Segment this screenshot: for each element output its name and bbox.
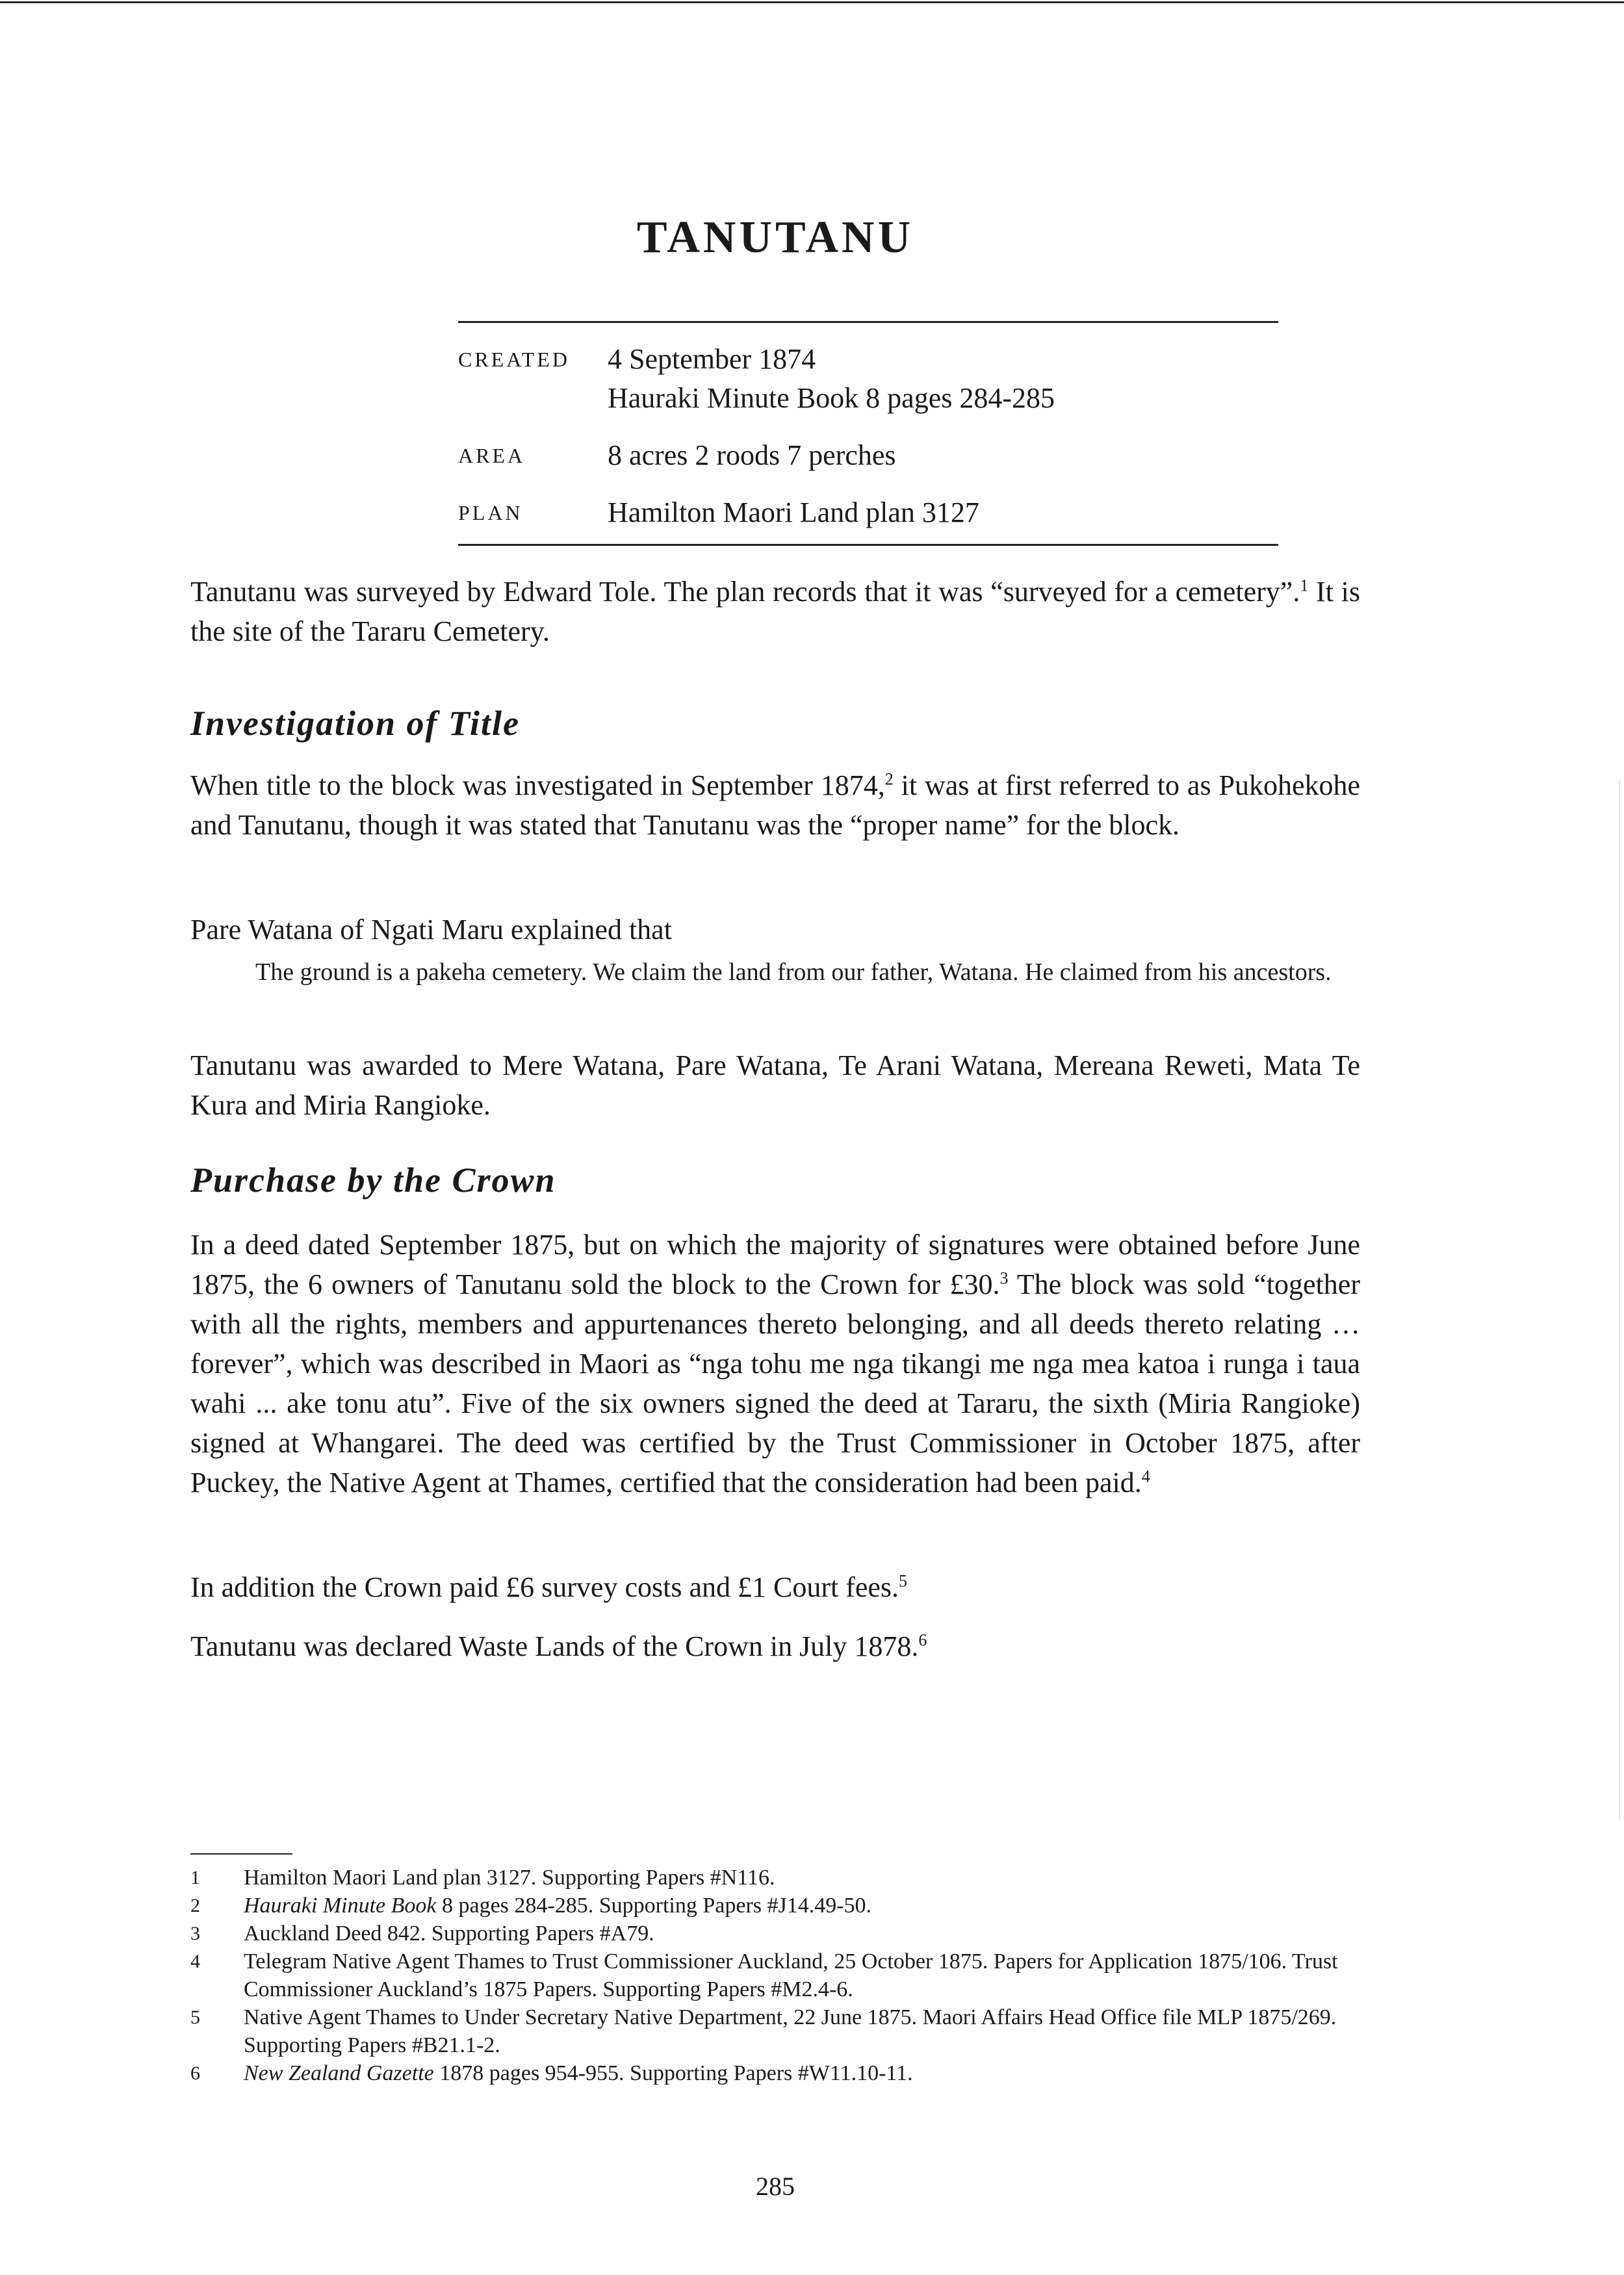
info-row-area	[458, 436, 1278, 475]
footnote-number: 2	[190, 1895, 200, 1916]
purchase-paragraph-1	[190, 1225, 1360, 1502]
page-number: 285	[756, 2172, 795, 2201]
intro-text-1: Tanutanu was surveyed by Edward Tole. The plan records that it was “surveyed for a cemetery”.	[190, 576, 1300, 608]
footnote-number: 6	[190, 2063, 200, 2084]
footnote-ref-6: 6	[918, 1630, 927, 1650]
footnote	[190, 2003, 1360, 2059]
footnote-ref-2: 2	[884, 769, 894, 789]
footnote-body	[244, 2059, 1360, 2087]
footnotes	[190, 1864, 1360, 2087]
page-title: TANUTANU	[636, 212, 914, 263]
scan-right-edge	[1619, 780, 1620, 1819]
purchase-paragraph-3	[190, 1626, 1360, 1666]
footnote-number: 4	[190, 1951, 200, 1972]
purchase-paragraph-2	[190, 1567, 1360, 1607]
footnote-text: Auckland Deed 842. Supporting Papers #A79.	[244, 1922, 654, 1946]
created-date: 4 September 1874	[608, 343, 816, 375]
footnote-italic-title: New Zealand Gazette	[244, 2061, 434, 2085]
footnote-ref-1: 1	[1300, 576, 1309, 595]
investigation-paragraph-1	[190, 765, 1360, 845]
section-heading-investigation: Investigation of Title	[190, 704, 520, 743]
footnote-italic-title: Hauraki Minute Book	[244, 1894, 437, 1918]
footnote	[190, 1920, 1360, 1947]
footnote-text: Native Agent Thames to Under Secretary Native Department, 22 June 1875. Maori Affairs Head Office file MLP 1875/269. Supporting Papers #B21.1-2.	[244, 2005, 1337, 2057]
footnote-text: Hamilton Maori Land plan 3127. Supporting Papers #N116.	[244, 1866, 775, 1890]
investigation-text-1b: it was at first referred to as Pukohekohe and Tanutanu, though it was stated that Tanutanu was the “proper name” for the block.	[190, 769, 1360, 841]
footnote	[190, 1892, 1360, 1920]
created-value	[608, 340, 1055, 418]
created-reference: Hauraki Minute Book 8 pages 284-285	[608, 382, 1055, 414]
plan-value: Hamilton Maori Land plan 3127	[608, 496, 979, 528]
info-row-plan	[458, 493, 1278, 532]
footnote-ref-4: 4	[1141, 1467, 1150, 1486]
section-heading-purchase: Purchase by the Crown	[190, 1161, 556, 1200]
footnote-ref-3: 3	[999, 1268, 1009, 1288]
footnote-divider	[190, 1853, 292, 1855]
investigation-paragraph-3: Tanutanu was awarded to Mere Watana, Pare Watana, Te Arani Watana, Mereana Reweti, Mata Te Kura and Miria Rangioke.	[190, 1049, 1360, 1121]
investigation-text-1a: When title to the block was investigated in September 1874,	[190, 769, 885, 801]
purchase-text-2: In addition the Crown paid £6 survey costs and £1 Court fees.	[190, 1571, 899, 1603]
plan-label: PLAN	[458, 501, 523, 524]
info-row-created	[458, 340, 1278, 418]
footnote	[190, 1864, 1360, 1892]
footnote	[190, 1947, 1360, 2003]
footnote-number: 3	[190, 1923, 200, 1944]
block-quote: The ground is a pakeha cemetery. We claim the land from our father, Watana. He claimed from his ancestors.	[255, 958, 1332, 986]
scan-top-edge	[0, 1, 1624, 3]
footnote-body	[244, 1892, 1360, 1920]
footnote	[190, 2059, 1360, 2087]
intro-paragraph	[190, 572, 1360, 651]
footnote-number: 5	[190, 2007, 200, 2028]
footnote-text: Telegram Native Agent Thames to Trust Commissioner Auckland, 25 October 1875. Papers for Application 1875/106. Trust Commissioner Auckland’s 1875 Papers. Supporting Papers #M2.4-6.	[244, 1949, 1338, 2001]
footnote-number: 1	[190, 1867, 200, 1888]
area-label: AREA	[458, 444, 526, 467]
footnote-text: 8 pages 284-285. Supporting Papers #J14.49-50.	[436, 1894, 872, 1918]
block-info-table	[458, 321, 1278, 546]
purchase-text-3: Tanutanu was declared Waste Lands of the Crown in July 1878.	[190, 1630, 919, 1662]
created-label: CREATED	[458, 348, 570, 371]
purchase-text-1a: In a deed dated September 1875, but on which the majority of signatures were obtained before June 1875, the 6 owners of Tanutanu sold the block to the Crown for £30.	[190, 1229, 1360, 1300]
investigation-paragraph-2: Pare Watana of Ngati Maru explained that	[190, 914, 672, 945]
purchase-text-1b: The block was sold “together with all the rights, members and appurtenances thereto belonging, and all deeds thereto relating … forever”, which was described in Maori as “nga tohu me nga tikangi me nga mea katoa i runga i taua wahi ... ake tonu atu”. Five of the six owners signed the deed at Tararu, the sixth (Miria Rangioke) signed at Whangarei. The deed was certified by the Trust Commissioner in October 1875, after Puckey, the Native Agent at Thames, certified that the consideration had been paid.	[190, 1268, 1360, 1498]
intro-text-2: It is the site of the Tararu Cemetery.	[190, 576, 1360, 647]
footnote-text: 1878 pages 954-955. Supporting Papers #W11.10-11.	[433, 2061, 913, 2085]
footnote-ref-5: 5	[899, 1571, 908, 1591]
area-value: 8 acres 2 roods 7 perches	[608, 439, 896, 471]
